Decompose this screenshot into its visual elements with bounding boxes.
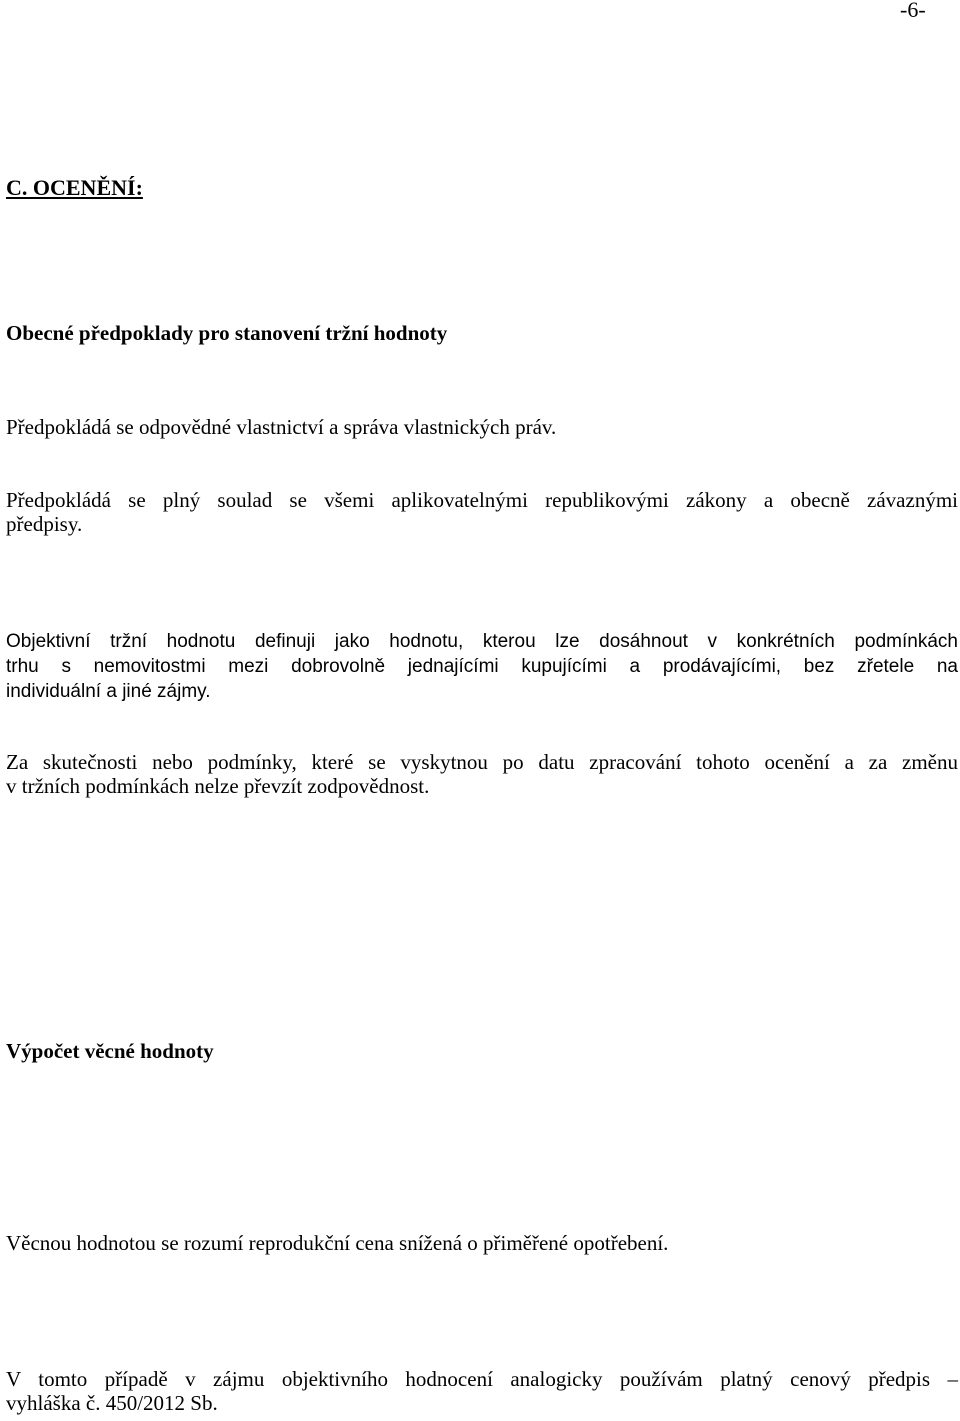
cost-value-heading: Výpočet věcné hodnoty bbox=[6, 1039, 214, 1063]
section-heading: C. OCENĚNÍ: bbox=[6, 175, 143, 200]
paragraph-line: Objektivní tržní hodnotu definuji jako hodnotu, kterou lze dosáhnout v konkrétních podmínkách bbox=[6, 631, 958, 652]
page-number: -6- bbox=[900, 0, 926, 22]
paragraph-cost-value-definition: Věcnou hodnotou se rozumí reprodukční cena snížená o přiměřené opotřebení. bbox=[6, 1231, 669, 1255]
paragraph-liability-disclaimer bbox=[6, 750, 958, 798]
paragraph-line: Za skutečnosti nebo podmínky, které se vyskytnou po datu zpracování tohoto ocenění a za změnu bbox=[6, 750, 958, 774]
paragraph-legal-compliance bbox=[6, 488, 958, 536]
paragraph-market-value-definition bbox=[6, 629, 958, 704]
paragraph-line: předpisy. bbox=[6, 512, 83, 536]
general-assumptions-heading: Obecné předpoklady pro stanovení tržní hodnoty bbox=[6, 321, 448, 345]
paragraph-pricing-regulation bbox=[6, 1367, 958, 1415]
paragraph-line: v tržních podmínkách nelze převzít zodpovědnost. bbox=[6, 774, 430, 798]
paragraph-line: trhu s nemovitostmi mezi dobrovolně jednajícími kupujícími a prodávajícími, bez zřetele na bbox=[6, 656, 958, 677]
paragraph-line: Předpokládá se plný soulad se všemi aplikovatelnými republikovými zákony a obecně závaznými bbox=[6, 488, 958, 512]
paragraph-line: V tomto případě v zájmu objektivního hodnocení analogicky používám platný cenový předpis – bbox=[6, 1367, 958, 1391]
paragraph-responsible-ownership: Předpokládá se odpovědné vlastnictví a správa vlastnických práv. bbox=[6, 415, 557, 439]
paragraph-line: individuální a jiné zájmy. bbox=[6, 681, 211, 702]
paragraph-line: vyhláška č. 450/2012 Sb. bbox=[6, 1391, 218, 1415]
